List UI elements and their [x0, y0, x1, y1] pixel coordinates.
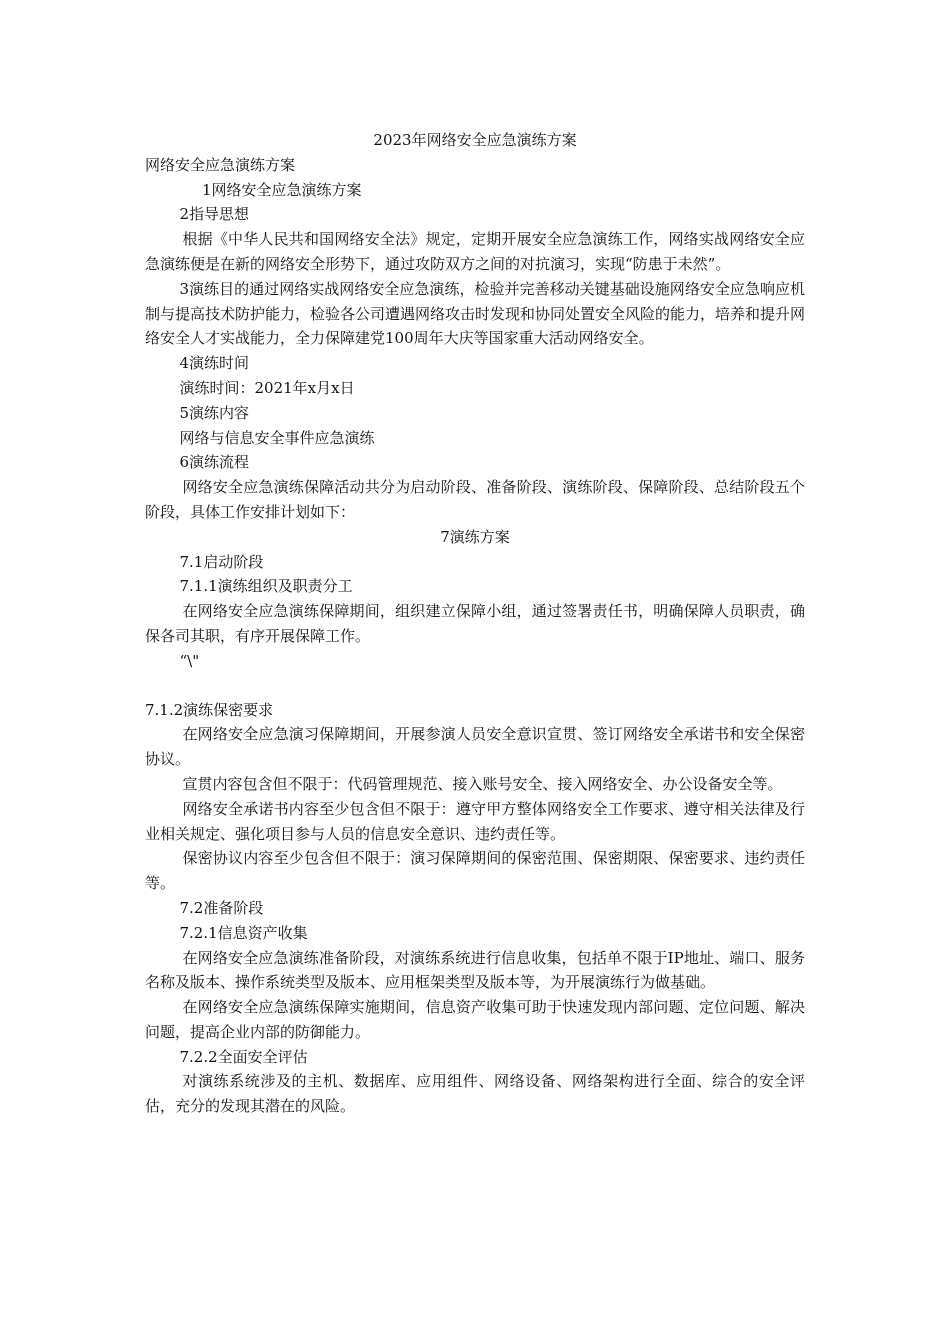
paragraph-secret-3: 网络安全承诺书内容至少包含但不限于：遵守甲方整体网络安全工作要求、遵守相关法律及行业相关规定、强化项目参与人员的信息安全意识、违约责任等。	[145, 799, 805, 843]
heading-7-2: 7.2准备阶段	[179, 898, 264, 917]
paragraph-secret-1: 在网络安全应急演习保障期间，开展参演人员安全意识宣贯、签订网络安全承诺书和安全保密协议。	[145, 725, 805, 769]
paragraph-asset-1: 在网络安全应急演练准备阶段，对演练系统进行信息收集，包括单不限于IP地址、端口、服务名称及版本、操作系统类型及版本、应用框架类型及版本等，为开展演练行为做基础。	[145, 948, 805, 992]
drill-content: 网络与信息安全事件应急演练	[179, 428, 375, 447]
heading-7-1-2: 7.1.2演练保密要求	[145, 700, 274, 719]
paragraph-purpose: 3演练目的通过网络实战网络安全应急演练，检验并完善移动关键基础设施网络安全应急响应机制与提高技术防护能力，检验各公司遭遇网络攻击时发现和协同处置安全风险的能力，培养和提升网络安全人才实战能力，全力保障建党100周年大庆等国家重大活动网络安全。	[145, 279, 806, 348]
paragraph-asset-2: 在网络安全应急演练保障实施期间，信息资产收集可助于快速发现内部问题、定位问题、解决问题，提高企业内部的防御能力。	[145, 998, 805, 1041]
heading-5: 5演练内容	[179, 403, 250, 422]
blank-line	[145, 674, 805, 698]
paragraph-guiding: 根据《中华人民共和国网络安全法》规定，定期开展安全应急演练工作，网络实战网络安全应急演练便是在新的网络安全形势下，通过攻防双方之间的对抗演习，实现“防患于未然”。	[145, 230, 805, 273]
heading-7-1: 7.1启动阶段	[179, 552, 264, 571]
document-subtitle: 网络安全应急演练方案	[145, 155, 296, 174]
heading-2: 2指导思想	[179, 205, 250, 224]
paragraph-secret-4: 保密协议内容至少包含但不限于：演习保障期间的保密范围、保密期限、保密要求、违约责任等。	[145, 849, 805, 893]
heading-7-2-1: 7.2.1信息资产收集	[179, 923, 308, 942]
paragraph-flow: 网络安全应急演练保障活动共分为启动阶段、准备阶段、演练阶段、保障阶段、总结阶段五个阶段，具体工作安排计划如下：	[145, 478, 805, 521]
document-page	[145, 128, 805, 1119]
paragraph-organization: 在网络安全应急演练保障期间，组织建立保障小组，通过签署责任书，明确保障人员职责，确保各司其职，有序开展保障工作。	[145, 602, 805, 645]
quote-mark: “\"	[179, 651, 200, 670]
heading-6: 6演练流程	[179, 453, 250, 472]
heading-7: 7演练方案	[440, 527, 510, 546]
document-title: 2023年网络安全应急演练方案	[373, 131, 577, 149]
paragraph-secret-2: 宣贯内容包含但不限于：代码管理规范、接入账号安全、接入网络安全、办公设备安全等。	[182, 774, 783, 793]
paragraph-evaluation: 对演练系统涉及的主机、数据库、应用组件、网络设备、网络架构进行全面、综合的安全评估，充分的发现其潜在的风险。	[145, 1072, 805, 1116]
drill-time: 演练时间：2021年x月x日	[179, 378, 355, 397]
heading-7-1-1: 7.1.1演练组织及职责分工	[179, 577, 353, 596]
heading-7-2-2: 7.2.2全面安全评估	[179, 1047, 308, 1066]
heading-1: 1网络安全应急演练方案	[202, 180, 362, 199]
heading-4: 4演练时间	[179, 354, 250, 373]
